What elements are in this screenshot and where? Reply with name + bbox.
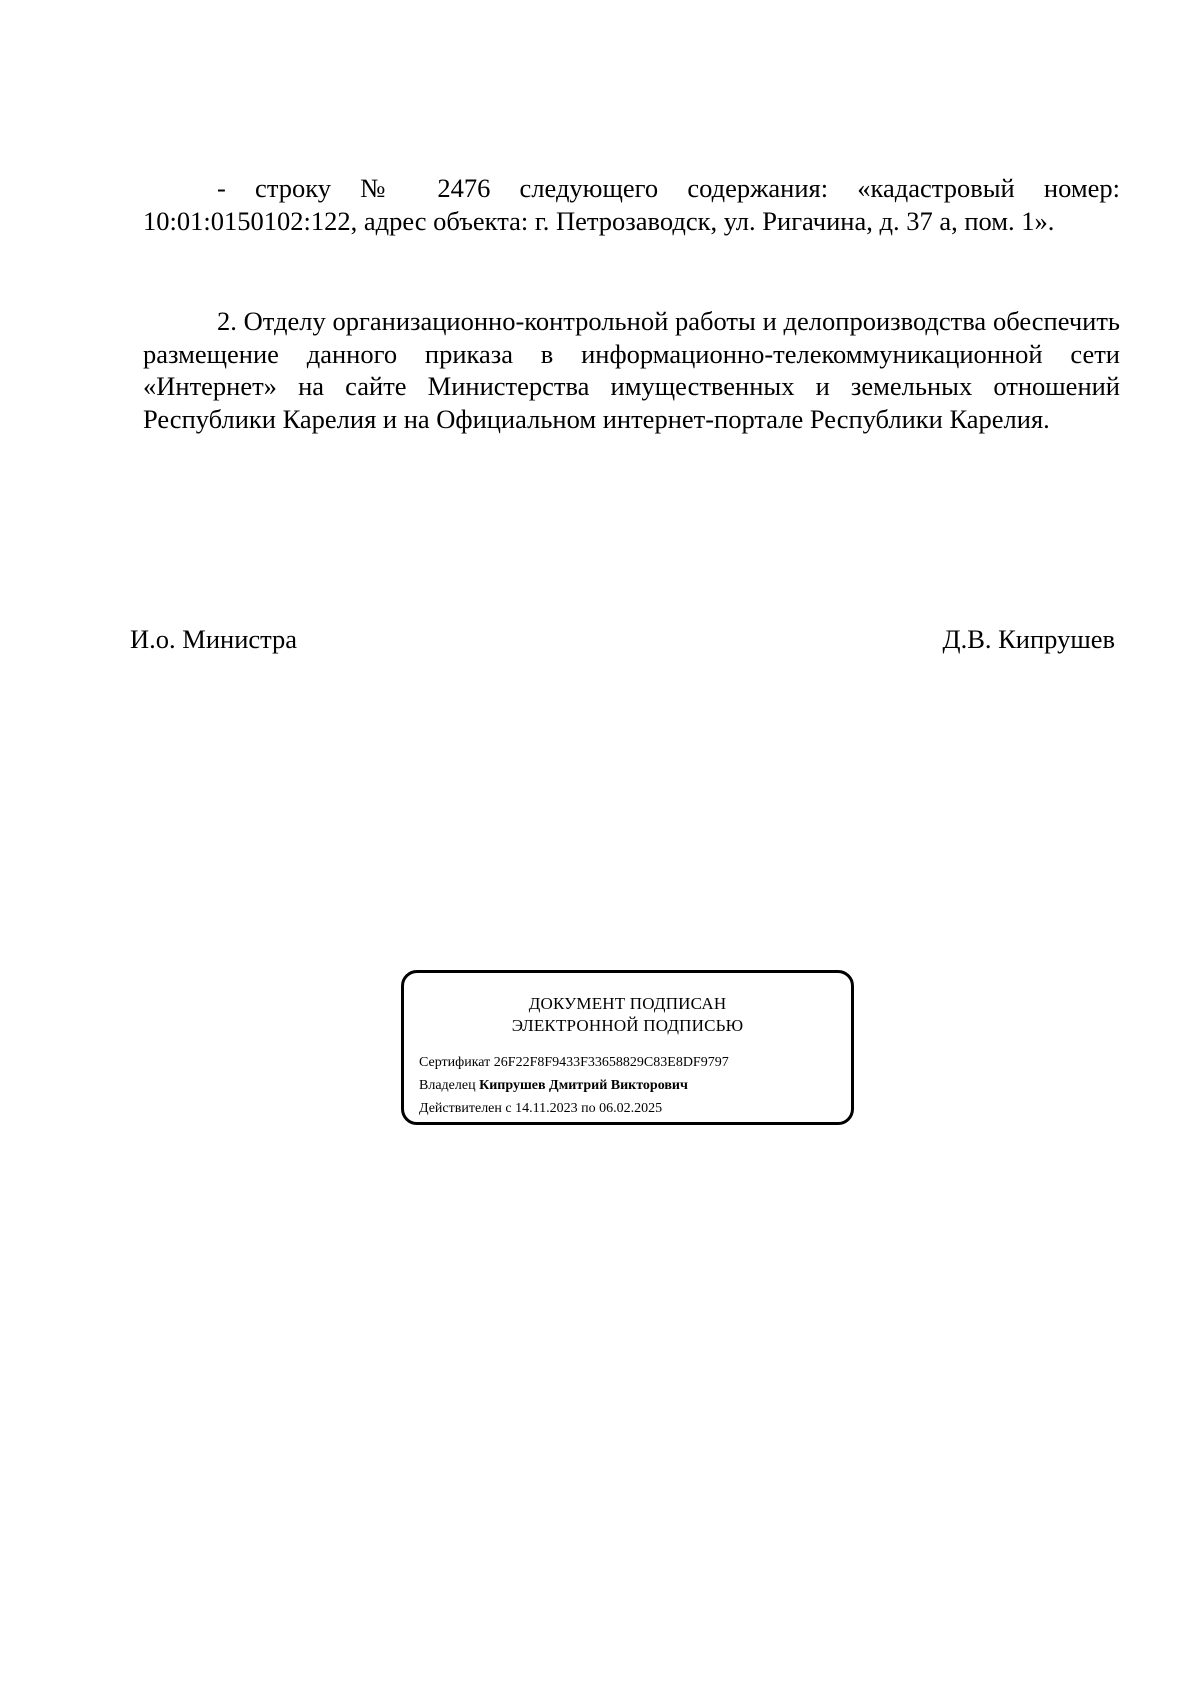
valid-label: Действителен с	[419, 1101, 512, 1116]
stamp-title	[404, 993, 851, 1037]
electronic-signature-stamp	[401, 970, 854, 1125]
paragraph-row-addition: - строку № 2476 следующего содержания: «кадастровый номер: 10:01:0150102:122, адрес объекта: г. Петрозаводск, ул. Ригачина, д. 37 а, пом. 1».	[143, 173, 1120, 236]
paragraph-publication-order: 2. Отделу организационно-контрольной работы и делопроизводства обеспечить размещение данного приказа в информационно-телекоммуникационной сети «Интернет» на сайте Министерства имущественных и земельных отношений Республики Карелия и на Официальном интернет-портале Республики Карелия.	[143, 306, 1120, 434]
valid-to-label: по	[581, 1101, 596, 1116]
stamp-owner-line	[419, 1074, 729, 1097]
stamp-details	[419, 1051, 729, 1120]
certificate-label: Сертификат	[419, 1055, 491, 1070]
valid-from: 14.11.2023	[515, 1101, 578, 1116]
stamp-title-line-2: ЭЛЕКТРОННОЙ ПОДПИСЬЮ	[511, 1016, 744, 1035]
owner-value: Кипрушев Дмитрий Викторович	[479, 1078, 688, 1093]
signatory-position: И.о. Министра	[130, 624, 298, 654]
stamp-certificate-line	[419, 1051, 729, 1074]
stamp-title-line-1: ДОКУМЕНТ ПОДПИСАН	[528, 994, 727, 1013]
owner-label: Владелец	[419, 1078, 476, 1093]
valid-to: 06.02.2025	[599, 1101, 663, 1116]
stamp-validity-line	[419, 1097, 729, 1120]
signatory-name: Д.В. Кипрушев	[942, 624, 1115, 654]
certificate-value: 26F22F8F9433F33658829C83E8DF9797	[493, 1055, 729, 1070]
